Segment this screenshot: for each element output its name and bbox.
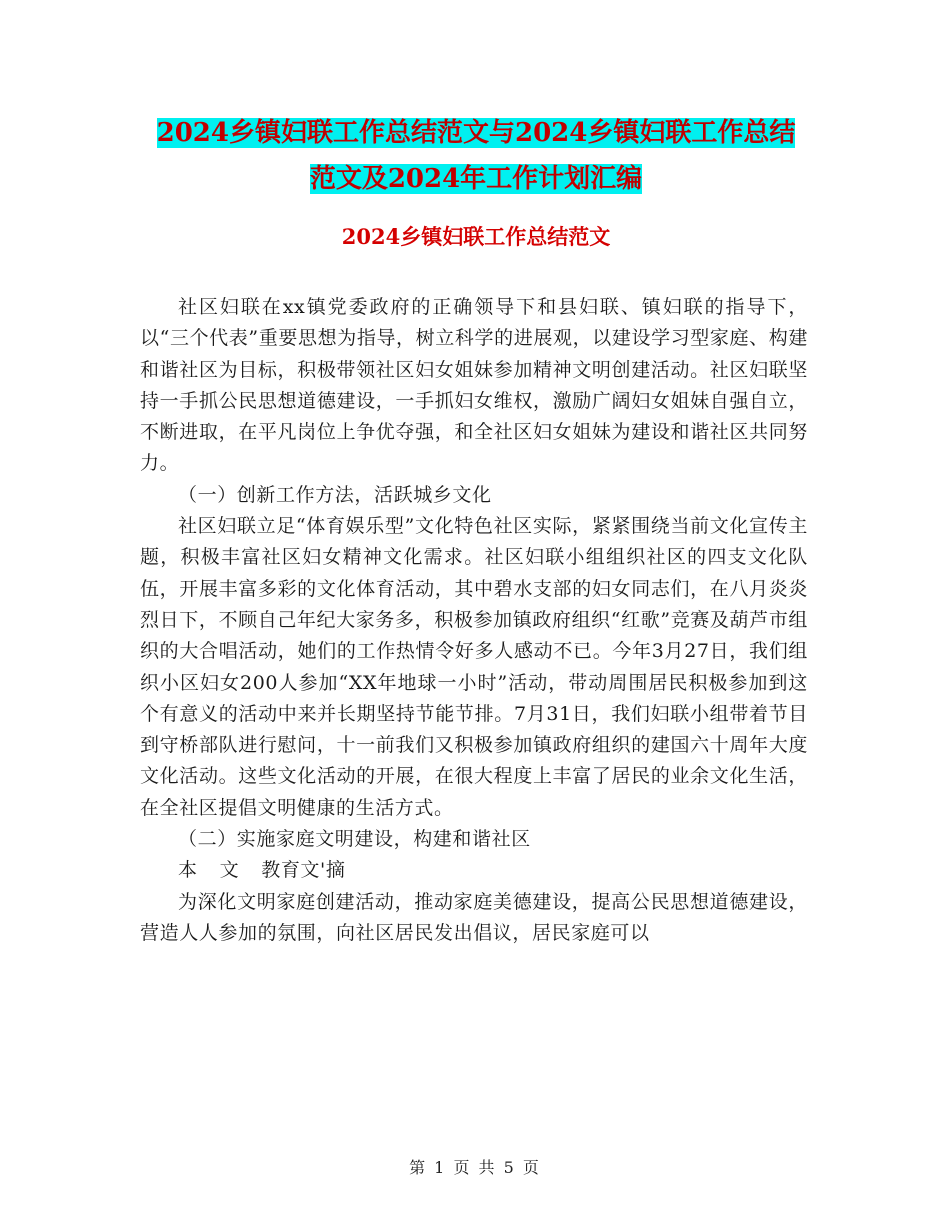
section-title: 2024乡镇妇联工作总结范文 [341,224,611,249]
paragraph-culture: 社区妇联立足“体育娱乐型”文化特色社区实际，紧紧围绕当前文化宣传主题，积极丰富社区妇女精神文化需求。社区妇联小组组织社区的四支文化队伍，开展丰富多彩的文化体育活动，其中碧水支部的妇女同志们，在八月炎炎烈日下，不顾自己年纪大家务多，积极参加镇政府组织“红歌”竞赛及葫芦市组织的大合唱活动，她们的工作热情令好多人感动不已。今年3月27日，我们组织小区妇女200人参加“XX年地球一小时”活动，带动周围居民积极参加到这个有意义的活动中来并长期坚持节能节排。7月31日，我们妇联小组带着节目到守桥部队进行慰问，十一前我们又积极参加镇政府组织的建国六十周年大度文化活动。这些文化活动的开展，在很大程度上丰富了居民的业余文化生活，在全社区提倡文明健康的生活方式。 [140,515,808,819]
excerpt-part-2: 文 [219,859,240,882]
document-body [140,292,808,949]
page-footer: 第 1 页 共 5 页 [409,1158,541,1177]
excerpt-part-3: 教育文'摘 [261,859,346,882]
paragraph-intro: 社区妇联在xx镇党委政府的正确领导下和县妇联、镇妇联的指导下，以“三个代表”重要思想为指导，树立科学的进展观，以建设学习型家庭、构建和谐社区为目标，积极带领社区妇女姐妹参加精神文明创建活动。社区妇联坚持一手抓公民思想道德建设，一手抓妇女维权，激励广阔妇女姐妹自强自立，不断进取，在平凡岗位上争优夺强，和全社区妇女姐妹为建设和谐社区共同努力。 [140,296,808,475]
title-line-1: 2024乡镇妇联工作总结范文与2024乡镇妇联工作总结 [156,118,796,148]
subheading-2: （二）实施家庭文明建设，构建和谐社区 [178,828,531,851]
excerpt-watermark-line [140,855,808,886]
excerpt-part-1: 本 [178,859,198,882]
document-title [140,110,812,202]
title-line-2: 范文及2024年工作计划汇编 [309,164,643,194]
paragraph-family: 为深化文明家庭创建活动，推动家庭美德建设，提高公民思想道德建设，营造人人参加的氛围，向社区居民发出倡议，居民家庭可以 [140,890,808,944]
subheading-1: （一）创新工作方法，活跃城乡文化 [178,483,492,506]
